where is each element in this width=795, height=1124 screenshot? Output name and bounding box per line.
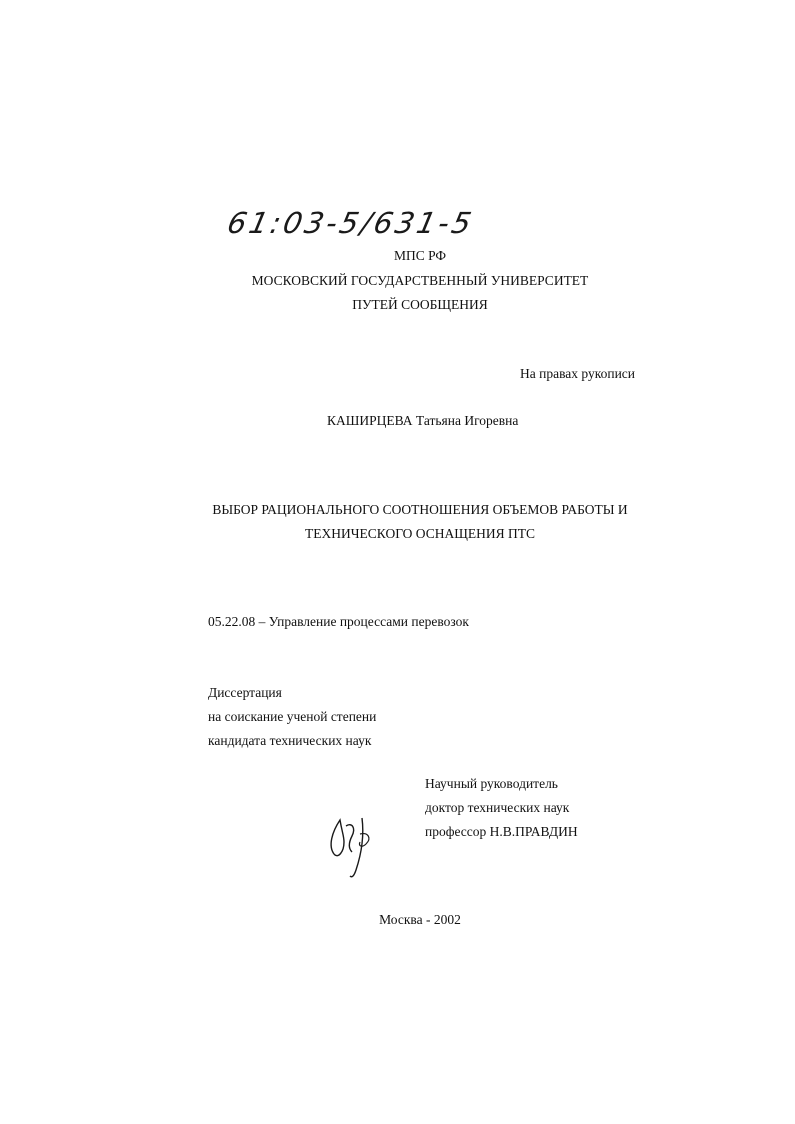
degree-line: на соискание ученой степени bbox=[208, 709, 377, 724]
manuscript-note: На правах рукописи bbox=[520, 366, 636, 381]
university-name-line2: ПУТЕЙ СООБЩЕНИЯ bbox=[352, 297, 488, 312]
title-line1: ВЫБОР РАЦИОНАЛЬНОГО СООТНОШЕНИЯ ОБЪЕМОВ РАБОТЫ И bbox=[212, 502, 628, 517]
supervisor-degree: доктор технических наук bbox=[425, 800, 570, 815]
supervisor-label: Научный руководитель bbox=[425, 776, 558, 791]
archive-code-handwritten: 61:03-5/631-5 bbox=[224, 206, 478, 240]
ministry-label: МПС РФ bbox=[393, 248, 447, 263]
title-line2: ТЕХНИЧЕСКОГО ОСНАЩЕНИЯ ПТС bbox=[305, 526, 535, 541]
city-year: Москва - 2002 bbox=[379, 912, 461, 927]
supervisor-name: профессор Н.В.ПРАВДИН bbox=[425, 824, 578, 839]
degree-field: кандидата технических наук bbox=[208, 733, 372, 748]
signature-mark bbox=[322, 812, 382, 882]
author-name: КАШИРЦЕВА Татьяна Игоревна bbox=[327, 413, 519, 428]
dissertation-label: Диссертация bbox=[208, 685, 282, 700]
specialty-code: 05.22.08 – Управление процессами перевозок bbox=[208, 614, 469, 629]
university-name-line1: МОСКОВСКИЙ ГОСУДАРСТВЕННЫЙ УНИВЕРСИТЕТ bbox=[251, 273, 589, 288]
